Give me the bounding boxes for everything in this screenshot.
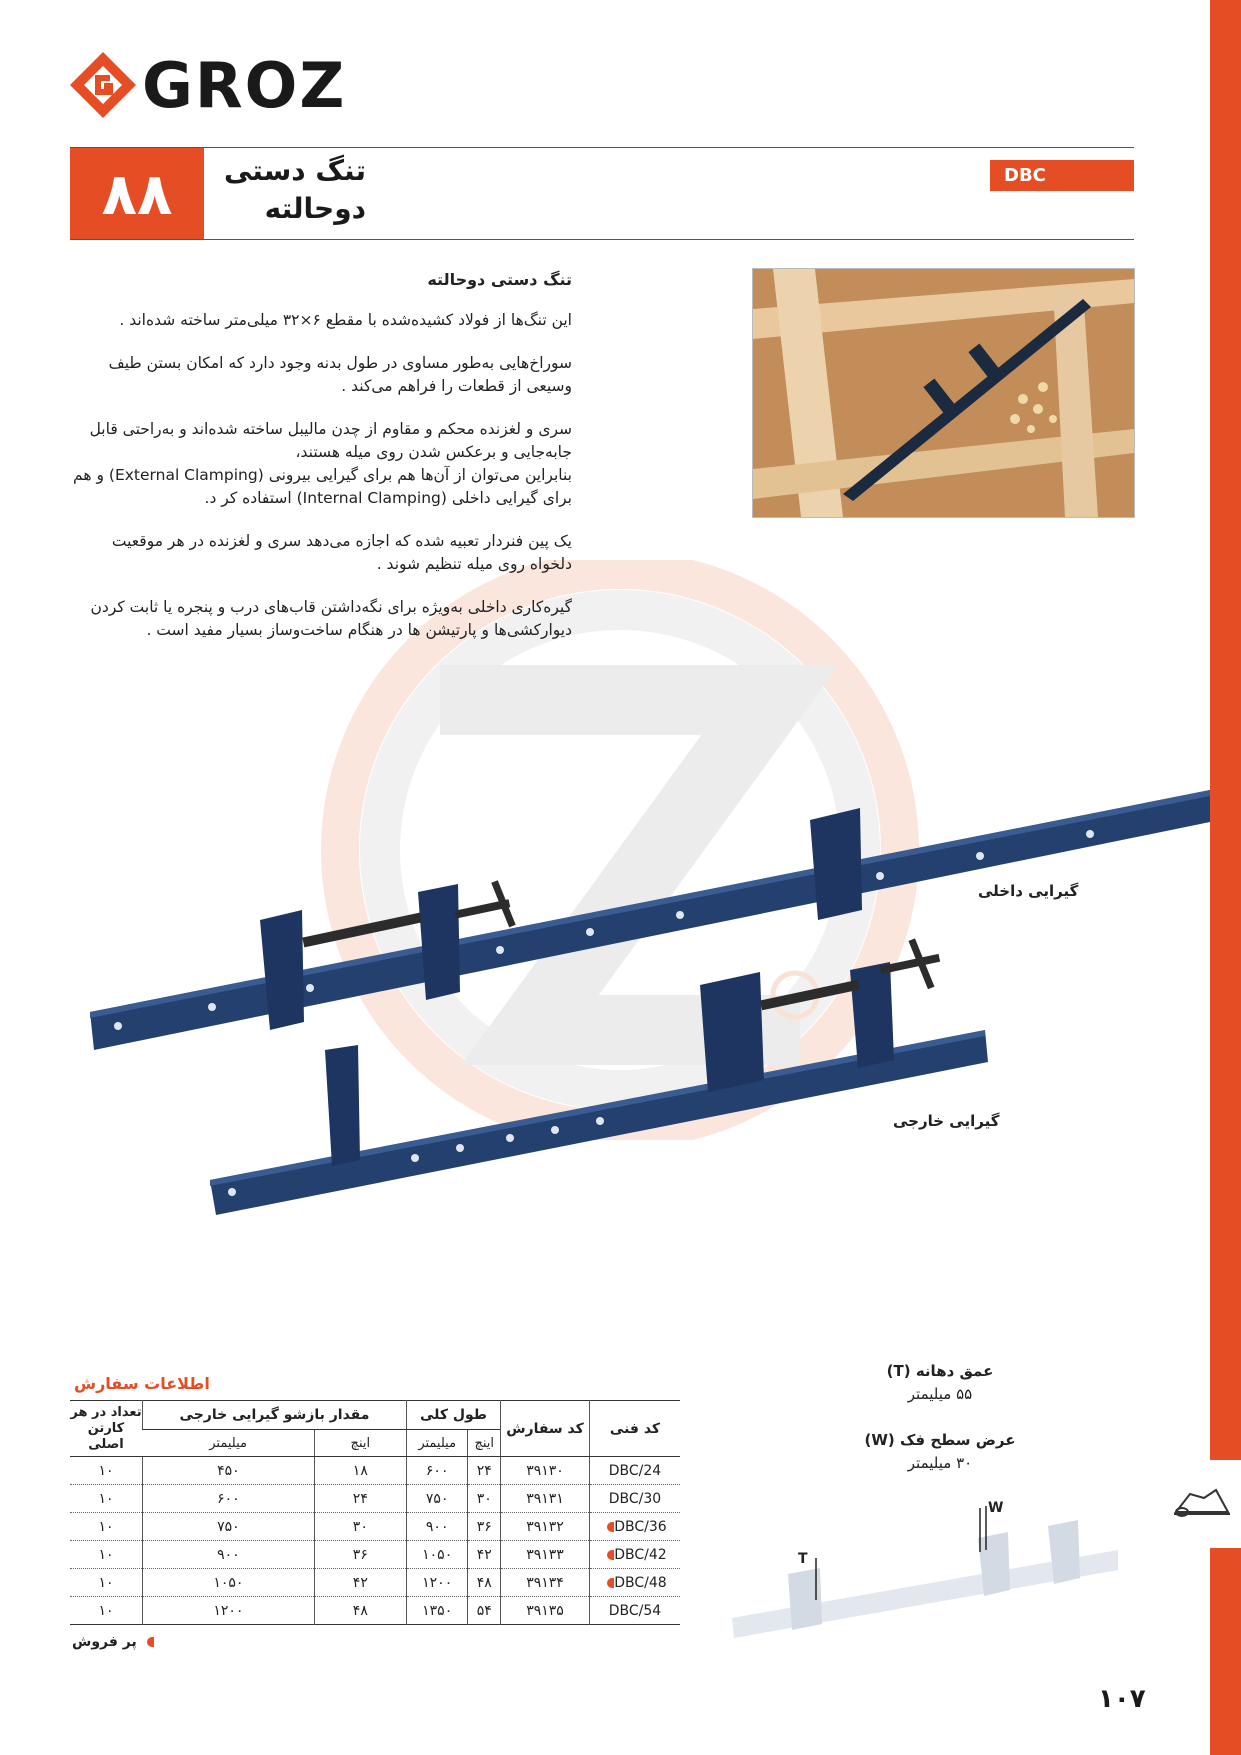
jaw-depth-label: عمق دهانه (T) [886, 1362, 994, 1380]
col-order-code: کد سفارش [501, 1401, 590, 1457]
dimension-marker-t: T [798, 1551, 808, 1567]
cell-opening-inch: ۴۸ [314, 1597, 406, 1625]
product-description [70, 268, 572, 662]
cell-carton: ۱۰ [70, 1541, 143, 1569]
order-info-title: اطلاعات سفارش [74, 1374, 210, 1393]
cell-length-mm: ۶۰۰ [406, 1457, 467, 1485]
cell-opening-inch: ۱۸ [314, 1457, 406, 1485]
col-total-length: طول کلی [406, 1401, 500, 1430]
cell-length-mm: ۱۰۵۰ [406, 1541, 467, 1569]
cell-length-mm: ۷۵۰ [406, 1485, 467, 1513]
cell-tech-code: DBC/36 [590, 1513, 681, 1541]
cell-tech-code: DBC/42 [590, 1541, 681, 1569]
dimension-diagram [728, 1500, 1128, 1640]
cell-length-inch: ۳۰ [468, 1485, 501, 1513]
external-clamping-label: گیرایی خارجی [893, 1112, 1000, 1130]
cell-opening-mm: ۶۰۰ [143, 1485, 315, 1513]
description-paragraph: یک پین فنردار تعبیه شده که اجازه می‌دهد سری و لغزنده در هر موقعیت دلخواه روی میله تنظیم شوند . [111, 532, 572, 573]
description-paragraph: گیره‌کاری داخلی به‌ویژه برای نگه‌داشتن قاب‌های درب و پنجره یا ثابت کردن دیوارکشی‌ها و پارتیشن ها در هنگام ساخت‌وساز بسیار مفید است . [90, 598, 572, 639]
cell-length-inch: ۴۲ [468, 1541, 501, 1569]
table-row [70, 1485, 680, 1513]
col-tech-code: کد فنی [590, 1401, 681, 1457]
cell-opening-inch: ۳۶ [314, 1541, 406, 1569]
hand-plane-icon [1170, 1482, 1234, 1522]
internal-clamping-label: گیرایی داخلی [978, 882, 1079, 900]
cell-order-code: ۳۹۱۳۰ [501, 1457, 590, 1485]
jaw-width-label: عرض سطح فک (W) [864, 1431, 1016, 1449]
cell-tech-code: DBC/54 [590, 1597, 681, 1625]
cell-order-code: ۳۹۱۳۴ [501, 1569, 590, 1597]
description-paragraph: سری و لغزنده محکم و مقاوم از چدن مالیبل ساخته شده‌اند و به‌راحتی قابل جابه‌جایی و برعکس شدن روی میله هستند، [89, 420, 572, 461]
cell-length-mm: ۱۳۵۰ [406, 1597, 467, 1625]
brand-name: GROZ [142, 48, 347, 122]
table-row [70, 1457, 680, 1485]
col-carton: تعداد در هر کارتن اصلی [70, 1401, 143, 1457]
brand-logo [70, 50, 346, 120]
table-row [70, 1597, 680, 1625]
page-number: ۱۰۷ [1098, 1684, 1146, 1714]
cell-opening-inch: ۴۲ [314, 1569, 406, 1597]
product-code-badge: DBC [990, 160, 1134, 191]
cell-tech-code: DBC/30 [590, 1485, 681, 1513]
title-line-2: دوحالته [264, 192, 366, 225]
cell-length-inch: ۵۴ [468, 1597, 501, 1625]
bestseller-legend [72, 1634, 154, 1650]
product-photo [752, 268, 1135, 518]
cell-carton: ۱۰ [70, 1569, 143, 1597]
table-row [70, 1541, 680, 1569]
cell-tech-code: DBC/48 [590, 1569, 681, 1597]
bestseller-legend-label: پر فروش [72, 1634, 137, 1650]
cell-opening-mm: ۹۰۰ [143, 1541, 315, 1569]
cell-order-code: ۳۹۱۳۳ [501, 1541, 590, 1569]
cell-order-code: ۳۹۱۳۲ [501, 1513, 590, 1541]
page-title [206, 152, 366, 228]
cell-order-code: ۳۹۱۳۵ [501, 1597, 590, 1625]
cell-length-mm: ۹۰۰ [406, 1513, 467, 1541]
table-row [70, 1513, 680, 1541]
cell-opening-mm: ۱۲۰۰ [143, 1597, 315, 1625]
header-top-rule [70, 147, 1134, 148]
cell-opening-mm: ۴۵۰ [143, 1457, 315, 1485]
cell-opening-inch: ۲۴ [314, 1485, 406, 1513]
cell-carton: ۱۰ [70, 1513, 143, 1541]
cell-length-inch: ۲۴ [468, 1457, 501, 1485]
cell-carton: ۱۰ [70, 1457, 143, 1485]
col-opening: مقدار بازشو گیرایی خارجی [143, 1401, 407, 1430]
cell-opening-mm: ۱۰۵۰ [143, 1569, 315, 1597]
jaw-depth-value: ۵۵ میلیمتر [907, 1385, 973, 1403]
cell-length-inch: ۴۸ [468, 1569, 501, 1597]
bestseller-marker-icon [147, 1637, 154, 1647]
cell-opening-inch: ۳۰ [314, 1513, 406, 1541]
cell-carton: ۱۰ [70, 1597, 143, 1625]
cell-carton: ۱۰ [70, 1485, 143, 1513]
table-row [70, 1569, 680, 1597]
col-length-mm: میلیمتر [406, 1430, 467, 1457]
bar-clamp-illustration [80, 760, 1210, 1260]
cell-length-mm: ۱۲۰۰ [406, 1569, 467, 1597]
description-paragraph: سوراخ‌هایی به‌طور مساوی در طول بدنه وجود دارد که امکان بستن طیف وسیعی از قطعات را فراهم می‌کند . [108, 354, 572, 395]
description-heading: تنگ دستی دوحالته [427, 270, 572, 289]
section-number: ۸۸ [70, 148, 204, 239]
jaw-width-spec [860, 1429, 1020, 1475]
dimension-marker-w: W [988, 1500, 1004, 1516]
col-length-inch: اینچ [468, 1430, 501, 1457]
cell-opening-mm: ۷۵۰ [143, 1513, 315, 1541]
header-bottom-rule [70, 239, 1134, 240]
groz-emblem-icon [70, 52, 136, 118]
jaw-width-value: ۳۰ میلیمتر [907, 1454, 973, 1472]
jaw-depth-spec [860, 1360, 1020, 1406]
description-paragraph: این تنگ‌ها از فولاد کشیده‌شده با مقطع ۶×۳۲ میلی‌متر ساخته شده‌اند . [119, 311, 572, 329]
description-paragraph: بنابراین می‌توان از آن‌ها هم برای گیرایی بیرونی (External Clamping) و هم برای گیرایی داخلی (Internal Clamping) استفاده کر د. [73, 466, 572, 507]
cell-order-code: ۳۹۱۳۱ [501, 1485, 590, 1513]
cell-length-inch: ۳۶ [468, 1513, 501, 1541]
col-opening-inch: اینچ [314, 1430, 406, 1457]
order-table [70, 1400, 680, 1625]
title-line-1: تنگ دستی [223, 154, 366, 187]
cell-tech-code: DBC/24 [590, 1457, 681, 1485]
col-opening-mm: میلیمتر [143, 1430, 315, 1457]
